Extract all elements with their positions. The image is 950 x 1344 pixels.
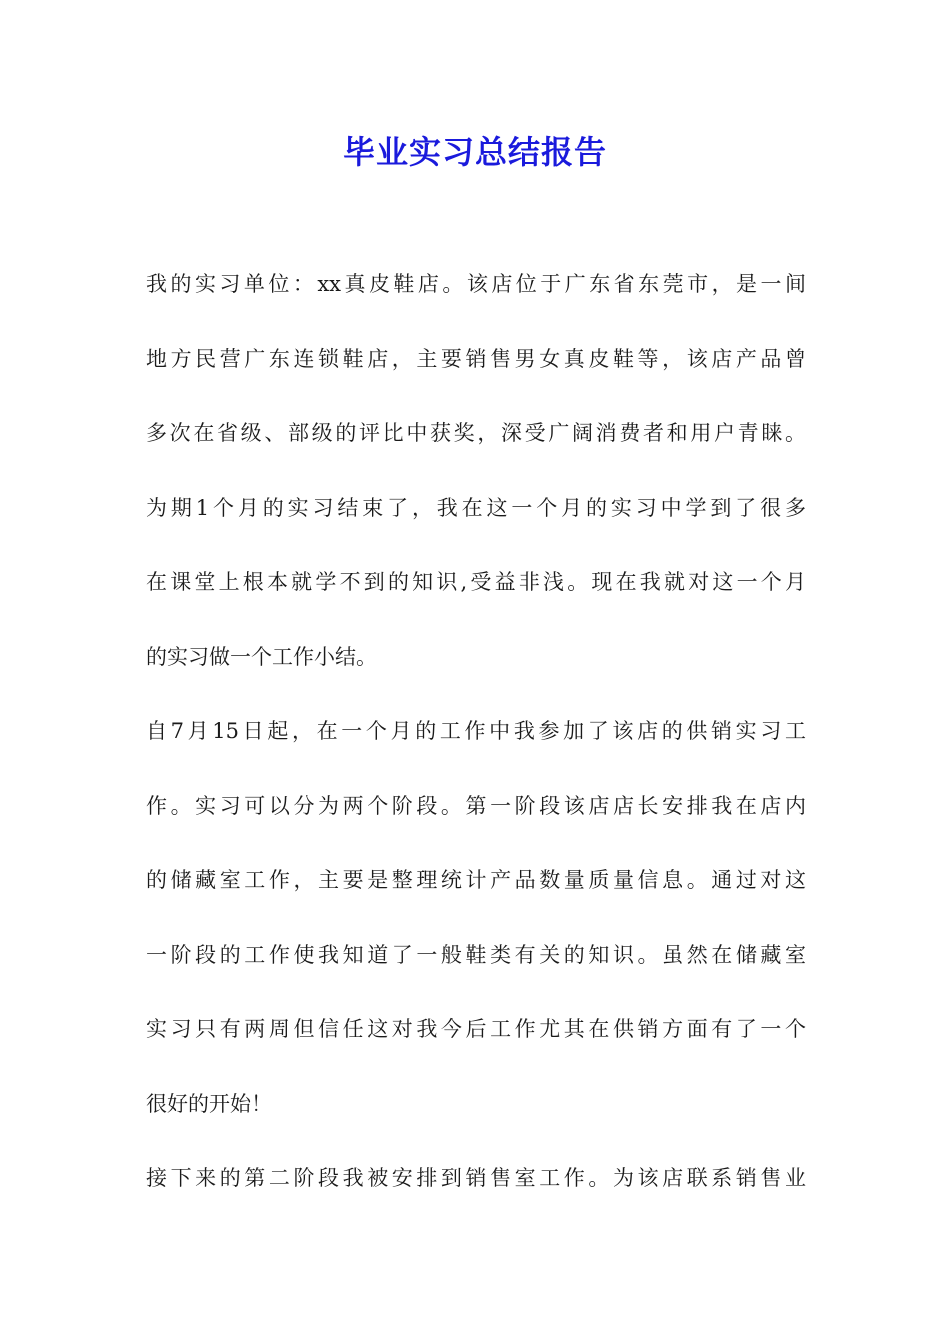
text-line: 接下来的第二阶段我被安排到销售室工作。为该店联系销售业 — [146, 1166, 806, 1190]
text-line: 多次在省级、部级的评比中获奖，深受广阔消费者和用户青睐。 — [146, 421, 806, 445]
text-line: 作。实习可以分为两个阶段。第一阶段该店店长安排我在店内 — [146, 793, 806, 818]
text-line: 自7月15日起，在一个月的工作中我参加了该店的供销实习工 — [146, 719, 806, 743]
text-line: 我的实习单位：xx真皮鞋店。该店位于广东省东莞市，是一间 — [146, 272, 806, 296]
document-body — [146, 262, 806, 1231]
text-line: 的储藏室工作，主要是整理统计产品数量质量信息。通过对这 — [146, 868, 806, 892]
text-line: 一阶段的工作使我知道了一般鞋类有关的知识。虽然在储藏室 — [146, 942, 806, 967]
text-line: 在课堂上根本就学不到的知识,受益非浅。现在我就对这一个月 — [146, 570, 806, 594]
text-line: 实习只有两周但信任这对我今后工作尤其在供销方面有了一个 — [146, 1017, 806, 1041]
text-line: 地方民营广东连锁鞋店，主要销售男女真皮鞋等，该店产品曾 — [146, 346, 806, 371]
document-title: 毕业实习总结报告 — [342, 133, 607, 171]
text-line: 的实习做一个工作小结。 — [146, 644, 377, 669]
text-line: 很好的开始！ — [146, 1091, 272, 1116]
text-line: 为期1个月的实习结束了，我在这一个月的实习中学到了很多 — [146, 495, 806, 520]
